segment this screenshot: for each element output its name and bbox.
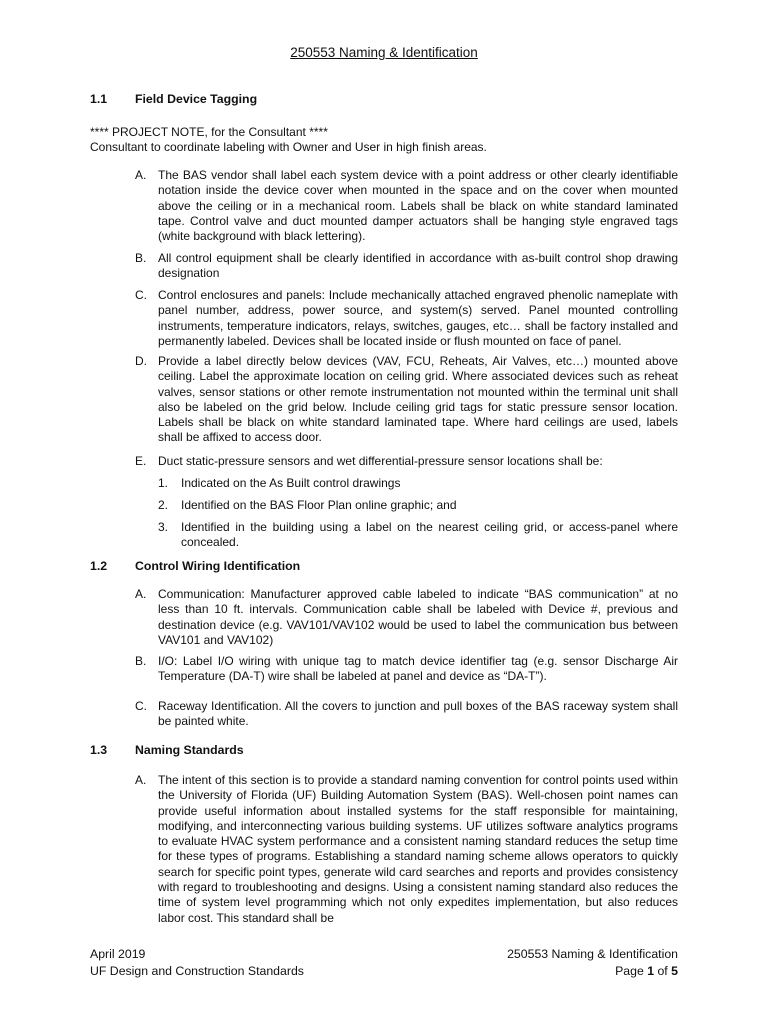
item-letter: B. [135,251,147,265]
item-letter: C. [135,699,147,713]
footer-left [90,946,304,979]
page-indicator [507,963,678,980]
section-title: Naming Standards [135,743,244,757]
item-text: The BAS vendor shall label each system device with a point address or other clearly identifiable notation inside the device cover when mounted in the space and on the cover when mounted above the ceiling or in a mechanical room. Labels shall be black on white standard laminated tape. Control valve and duct mounted damper actuators shall be hanging style engraved tags (white background with black lettering). [158,168,678,244]
sub-item-text: Identified in the building using a label on the nearest ceiling grid, or access-panel where concealed. [181,520,678,550]
list-item [135,699,678,730]
sub-item-text: Indicated on the As Built control drawings [181,476,401,490]
page-total: 5 [671,963,678,978]
footer-date: April 2019 [90,947,146,961]
footer-right [507,946,678,979]
sub-item-text: Identified on the BAS Floor Plan online graphic; and [181,498,457,512]
list-item [135,654,678,685]
list-item [135,773,678,926]
item-letter: B. [135,654,147,668]
section-number: 1.1 [90,92,108,106]
list-item [135,587,678,648]
section-title: Control Wiring Identification [135,559,301,573]
project-note-title: **** PROJECT NOTE, for the Consultant **** [90,125,328,139]
list-item [135,288,678,349]
section-number: 1.3 [90,743,108,757]
list-item [135,354,678,446]
item-text: Control enclosures and panels: Include mechanically attached engraved phenolic nameplate with panel number, address, power source, and system(s) served. Panel mounted controlling instruments, temperature indicators, relays, switches, gauges, etc… shall be factory installed and permanently labeled. Devices shall be located inside or flush mounted on face of panel. [158,288,678,348]
project-note-text: Consultant to coordinate labeling with Owner and User in high finish areas. [90,140,487,155]
item-letter: E. [135,454,147,468]
page-title: 250553 Naming & Identification [290,45,478,60]
list-item [135,454,678,469]
item-letter: C. [135,288,147,302]
item-text: Communication: Manufacturer approved cable labeled to indicate “BAS communication” at no less than 10 ft. intervals. Communication cable shall be labeled with Device #, previous and destination device (e.g. VAV101/VAV102 would be used to label the communication bus between VAV101 and VAV102) [158,587,678,647]
item-letter: D. [135,354,147,368]
section-number: 1.2 [90,559,108,573]
footer-doc-title: 250553 Naming & Identification [507,947,678,961]
page-label: Page [615,963,644,978]
item-letter: A. [135,587,147,601]
page-of-label: of [657,963,668,978]
page-number: 1 [647,963,655,978]
project-note [90,125,690,156]
item-text: The intent of this section is to provide a standard naming convention for control points used within the University of Florida (UF) Building Automation System (BAS). Well-chosen point names can provide useful information about installed systems for the staff responsible for maintaining, modifying, and interconnecting various building systems. UF utilizes software analytics programs to evaluate HVAC system performance and a consistent naming standard reduces the setup time for these types of programs. Establishing a standard naming scheme allows operators to quickly search for specific point types, generate wild card searches and reports and provides consistency with regard to troubleshooting and designs. Using a consistent naming standard also reduces the time of system level programming which not only expedites implementation, but also reduces labor cost. This standard shall be [158,773,678,925]
section-heading-1-1 [90,92,257,107]
sub-item-number: 1. [158,476,169,490]
item-letter: A. [135,168,147,182]
sub-list-item [158,498,678,513]
item-text: I/O: Label I/O wiring with unique tag to match device identifier tag (e.g. sensor Discharge Air Temperature (DA-T) wire shall be labeled at panel and device as “DA-T”). [158,654,678,684]
list-item [135,168,678,244]
sub-list-item [158,520,678,551]
item-letter: A. [135,773,147,787]
sub-item-number: 2. [158,498,169,512]
sub-item-number: 3. [158,520,169,534]
item-text: Provide a label directly below devices (VAV, FCU, Reheats, Air Valves, etc…) mounted above ceiling. Label the approximate location on ceiling grid. Where associated devices such as reheat valves, sensor stations or other remote instrumentation not mounted within the terminal unit shall also be labeled on the grid below. Include ceiling grid tags for static pressure sensor location. Labels shall be black on white standard laminated tape. Where hard ceilings are used, labels shall be affixed to access door. [158,354,678,445]
item-text: All control equipment shall be clearly identified in accordance with as-built control shop drawing designation [158,251,678,281]
sub-list-item [158,476,678,491]
list-item [135,251,678,282]
section-title: Field Device Tagging [135,92,258,106]
section-heading-1-3 [90,743,244,758]
section-heading-1-2 [90,559,300,574]
footer-org: UF Design and Construction Standards [90,963,304,978]
item-text: Raceway Identification. All the covers to junction and pull boxes of the BAS raceway system shall be painted white. [158,699,678,729]
item-text: Duct static-pressure sensors and wet differential-pressure sensor locations shall be: [158,454,603,468]
